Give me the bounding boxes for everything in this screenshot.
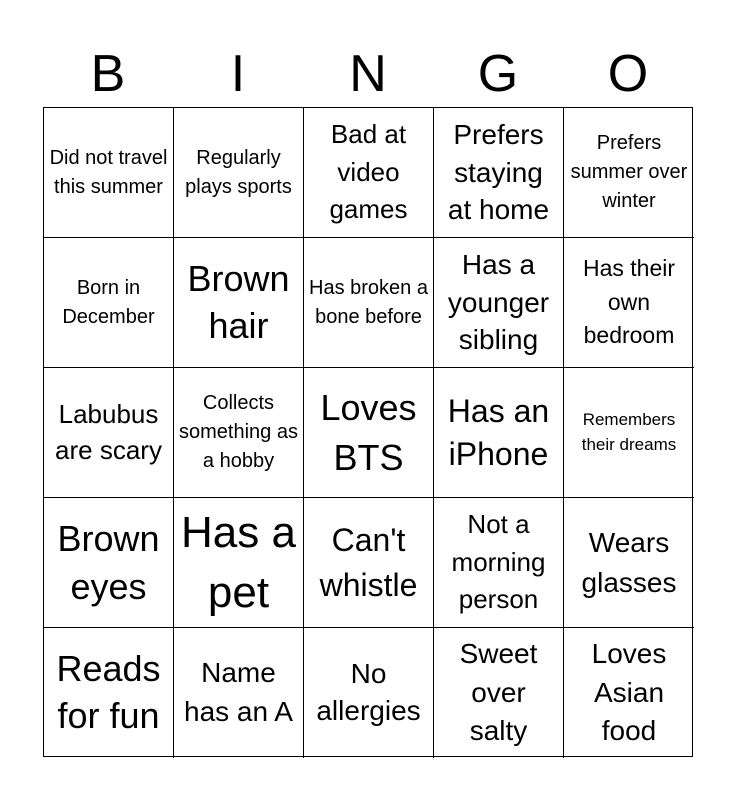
bingo-cell-r3-c1[interactable] <box>44 368 174 498</box>
bingo-cell-r4-c3[interactable] <box>304 498 434 628</box>
bingo-cell-text: No allergies <box>316 658 421 726</box>
bingo-cell-r4-c1[interactable] <box>44 498 174 628</box>
header-letter-g: G <box>477 45 519 103</box>
header-letter-b: B <box>90 45 126 103</box>
bingo-cell-text: Prefers summer over winter <box>570 132 688 212</box>
bingo-cell-r2-c3[interactable] <box>304 238 434 368</box>
bingo-cell-text: Can't whistle <box>319 522 418 603</box>
bingo-cell-text: Loves BTS <box>320 386 417 478</box>
header-letter-o: O <box>607 45 649 103</box>
bingo-cell-r1-c4[interactable] <box>434 108 564 238</box>
bingo-cell-r2-c2[interactable] <box>174 238 304 368</box>
bingo-cell-text: Brown hair <box>187 258 290 346</box>
bingo-cell-text: Reads for fun <box>56 648 161 736</box>
header-letter-n: N <box>349 45 387 103</box>
bingo-cell-text: Has their own bedroom <box>582 255 676 349</box>
bingo-cell-text: Regularly plays sports <box>185 146 292 198</box>
bingo-cell-text: Has an iPhone <box>447 392 550 472</box>
bingo-cell-r5-c4[interactable] <box>434 628 564 758</box>
bingo-cell-r2-c5[interactable] <box>564 238 694 368</box>
bingo-board <box>43 107 693 757</box>
bingo-cell-r1-c3[interactable] <box>304 108 434 238</box>
bingo-cell-text: Born in December <box>62 276 155 328</box>
bingo-cell-text: Wears glasses <box>581 527 677 598</box>
bingo-cell-text: Remembers their dreams <box>581 409 677 454</box>
bingo-cell-text: Labubus are scary <box>55 398 162 465</box>
bingo-cell-r3-c3[interactable] <box>304 368 434 498</box>
bingo-cell-text: Name has an A <box>184 657 293 727</box>
bingo-cell-text: Bad at video games <box>329 119 408 225</box>
bingo-cell-text: Loves Asian food <box>591 638 667 747</box>
bingo-cell-text: Brown eyes <box>57 517 160 607</box>
bingo-cell-text: Has a younger sibling <box>447 248 550 356</box>
bingo-cell-r3-c5[interactable] <box>564 368 694 498</box>
bingo-cell-text: Did not travel this summer <box>49 146 168 198</box>
bingo-cell-text: Not a morning person <box>451 508 546 615</box>
bingo-header <box>43 40 693 108</box>
bingo-cell-r4-c4[interactable] <box>434 498 564 628</box>
bingo-cell-r5-c2[interactable] <box>174 628 304 758</box>
bingo-cell-r4-c5[interactable] <box>564 498 694 628</box>
bingo-cell-text: Prefers staying at home <box>447 118 550 226</box>
bingo-cell-text: Collects something as a hobby <box>179 392 298 472</box>
bingo-cell-r3-c4[interactable] <box>434 368 564 498</box>
bingo-cell-r1-c5[interactable] <box>564 108 694 238</box>
bingo-cell-r5-c5[interactable] <box>564 628 694 758</box>
bingo-cell-r1-c1[interactable] <box>44 108 174 238</box>
bingo-cell-r2-c1[interactable] <box>44 238 174 368</box>
bingo-cell-r2-c4[interactable] <box>434 238 564 368</box>
bingo-cell-r3-c2[interactable] <box>174 368 304 498</box>
bingo-cell-text: Has broken a bone before <box>309 276 428 328</box>
header-letter-i: I <box>230 45 246 103</box>
bingo-cell-r5-c1[interactable] <box>44 628 174 758</box>
bingo-cell-r5-c3[interactable] <box>304 628 434 758</box>
bingo-cell-r4-c2[interactable] <box>174 498 304 628</box>
bingo-cell-text: Sweet over salty <box>459 638 538 747</box>
bingo-cell-text: Has a pet <box>181 508 296 617</box>
bingo-cell-r1-c2[interactable] <box>174 108 304 238</box>
